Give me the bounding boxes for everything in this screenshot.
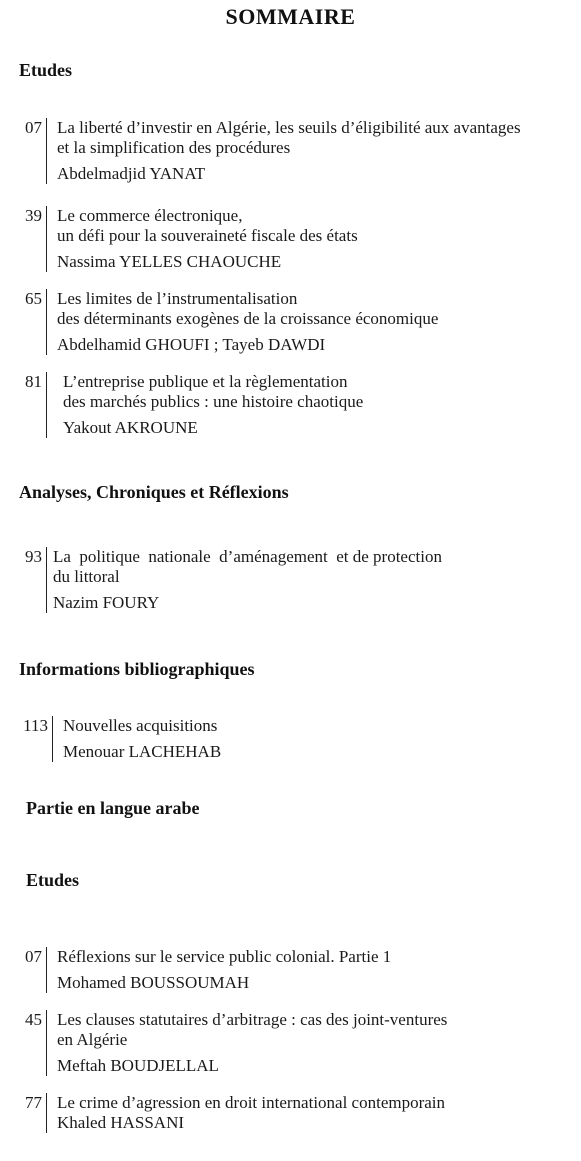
section-heading-etudes-arabe: Etudes [26, 870, 80, 890]
entry-page-number: 07 [25, 947, 42, 966]
toc-entry[interactable] [18, 289, 438, 355]
entry-body [63, 716, 221, 762]
entry-title-line: et la simplification des procédures [57, 138, 291, 157]
toc-entry[interactable] [18, 547, 442, 613]
entry-title-line: Le commerce électronique, [57, 206, 243, 225]
entry-body [57, 1093, 445, 1133]
entry-divider [46, 289, 47, 355]
entry-title-line: du littoral [53, 567, 120, 586]
entry-title-line: des déterminants exogènes de la croissance économique [57, 309, 439, 328]
section-heading-etudes: Etudes [19, 60, 73, 80]
entry-page-number: 45 [25, 1010, 42, 1029]
entry-divider [46, 947, 47, 993]
entry-page-number: 39 [25, 206, 42, 225]
entry-page-number: 65 [25, 289, 42, 308]
toc-entry[interactable] [18, 1010, 447, 1076]
entry-body [57, 947, 391, 993]
entry-title-line: des marchés publics : une histoire chaotique [63, 392, 364, 411]
entry-author: Abdelmadjid YANAT [57, 164, 206, 183]
section-heading-analyses: Analyses, Chroniques et Réflexions [19, 482, 289, 502]
entry-title-line: La politique nationale d’aménagement et de protection [53, 547, 442, 566]
entry-author: Menouar LACHEHAB [63, 742, 222, 761]
toc-entry[interactable] [18, 118, 521, 184]
entry-author: Khaled HASSANI [57, 1113, 185, 1132]
entry-author: Yakout AKROUNE [63, 418, 198, 437]
entry-divider [46, 372, 47, 438]
entry-divider [46, 1010, 47, 1076]
entry-page-number: 77 [25, 1093, 42, 1112]
entry-body [63, 372, 363, 438]
entry-divider [46, 547, 47, 613]
entry-divider [52, 716, 53, 762]
entry-page-number: 113 [23, 716, 48, 735]
entry-page-number: 93 [25, 547, 42, 566]
section-heading-partie-arabe: Partie en langue arabe [26, 798, 200, 818]
toc-entry[interactable] [18, 947, 391, 993]
entry-body [57, 1010, 447, 1076]
entry-author: Nazim FOURY [53, 593, 160, 612]
entry-title-line: Réflexions sur le service public colonial. Partie 1 [57, 947, 392, 966]
entry-divider [46, 206, 47, 272]
entry-title-line: Le crime d’agression en droit international contemporain [57, 1093, 446, 1112]
entry-body [57, 118, 521, 184]
toc-entry[interactable] [18, 716, 221, 762]
entry-body [57, 206, 358, 272]
entry-title-line: en Algérie [57, 1030, 128, 1049]
entry-title-line: un défi pour la souveraineté fiscale des états [57, 226, 358, 245]
toc-entry[interactable] [18, 1093, 445, 1133]
entry-body [57, 289, 438, 355]
entry-page-number: 07 [25, 118, 42, 137]
toc-entry[interactable] [18, 206, 358, 272]
entry-divider [46, 118, 47, 184]
entry-title-line: L’entreprise publique et la règlementation [63, 372, 348, 391]
entry-title-line: Nouvelles acquisitions [63, 716, 218, 735]
entry-divider [46, 1093, 47, 1133]
entry-author: Nassima YELLES CHAOUCHE [57, 252, 282, 271]
section-heading-bibliographie: Informations bibliographiques [19, 659, 255, 679]
entry-author: Mohamed BOUSSOUMAH [57, 973, 250, 992]
entry-title-line: Les limites de l’instrumentalisation [57, 289, 298, 308]
entry-page-number: 81 [25, 372, 42, 391]
entry-author: Abdelhamid GHOUFI ; Tayeb DAWDI [57, 335, 326, 354]
page-title: SOMMAIRE [225, 4, 356, 29]
entry-title-line: La liberté d’investir en Algérie, les seuils d’éligibilité aux avantages [57, 118, 521, 137]
entry-body [53, 547, 442, 613]
entry-title-line: Les clauses statutaires d’arbitrage : cas des joint-ventures [57, 1010, 448, 1029]
entry-author: Meftah BOUDJELLAL [57, 1056, 219, 1075]
toc-entry[interactable] [18, 372, 363, 438]
